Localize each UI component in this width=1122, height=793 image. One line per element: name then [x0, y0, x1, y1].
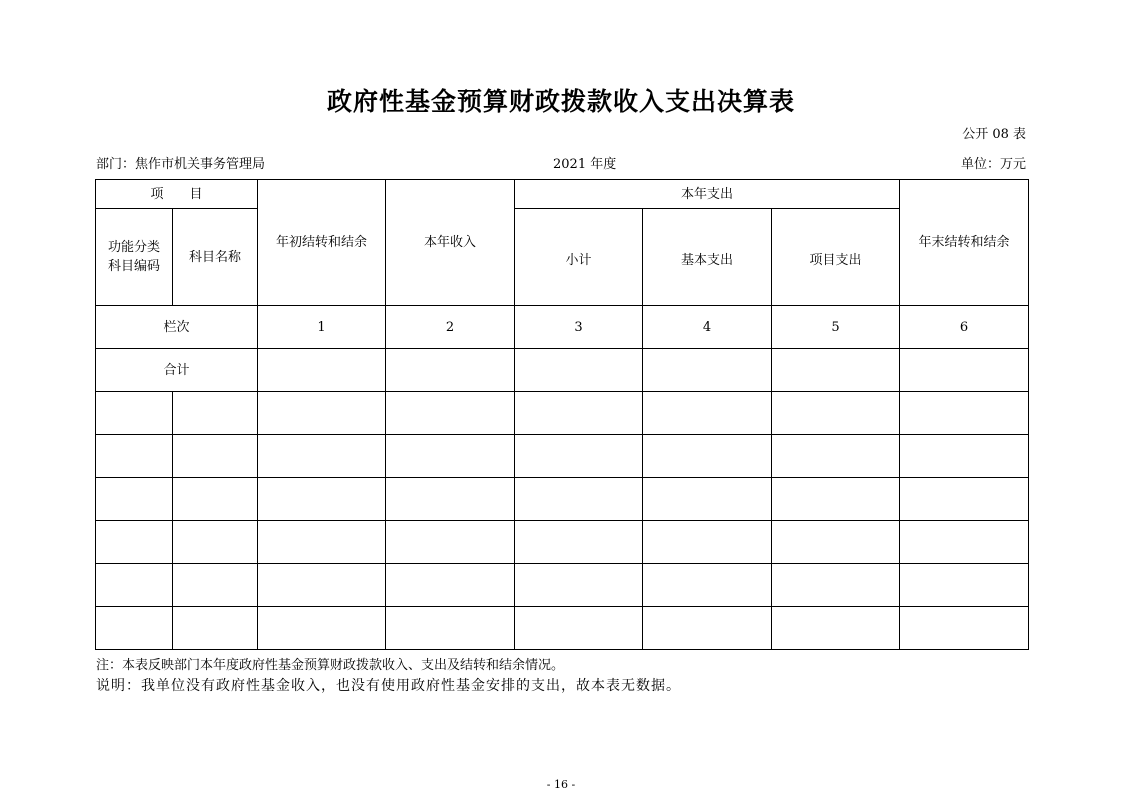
table-cell [900, 607, 1029, 650]
table-cell [900, 564, 1029, 607]
table-cell [258, 478, 386, 521]
table-cell [258, 607, 386, 650]
header-income: 本年收入 [386, 180, 515, 306]
table-cell [173, 392, 258, 435]
table-cell [96, 478, 173, 521]
table-cell [772, 478, 900, 521]
index-row [96, 306, 1029, 349]
table-row [96, 478, 1029, 521]
table-row [96, 607, 1029, 650]
table-cell [96, 521, 173, 564]
header-item: 项 目 [96, 180, 258, 209]
index-col-6: 6 [900, 306, 1029, 349]
total-cell [772, 349, 900, 392]
table-cell [96, 564, 173, 607]
table-cell [772, 435, 900, 478]
header-func-code [96, 209, 173, 306]
header-subtotal: 小计 [515, 209, 643, 306]
header-row-1 [96, 180, 1029, 209]
header-begin-balance: 年初结转和结余 [258, 180, 386, 306]
total-cell [643, 349, 772, 392]
table-cell [900, 392, 1029, 435]
table-cell [173, 564, 258, 607]
index-col-4: 4 [643, 306, 772, 349]
header-basic-expense: 基本支出 [643, 209, 772, 306]
table-row [96, 564, 1029, 607]
table-cell [772, 564, 900, 607]
table-cell [258, 435, 386, 478]
table-row [96, 435, 1029, 478]
table-cell [643, 392, 772, 435]
table-cell [515, 564, 643, 607]
table-cell [386, 392, 515, 435]
table-cell [900, 521, 1029, 564]
total-cell [386, 349, 515, 392]
index-col-5: 5 [772, 306, 900, 349]
table-cell [258, 564, 386, 607]
table-cell [515, 521, 643, 564]
table-cell [643, 435, 772, 478]
page-title: 政府性基金预算财政拨款收入支出决算表 [326, 87, 795, 116]
table-cell [772, 607, 900, 650]
table-cell [386, 607, 515, 650]
table-cell [900, 435, 1029, 478]
table-cell [386, 435, 515, 478]
table-cell [96, 392, 173, 435]
header-func-code-line1: 功能分类 [107, 240, 160, 255]
table-cell [386, 564, 515, 607]
header-subject-name: 科目名称 [173, 209, 258, 306]
total-row-label: 合计 [96, 349, 258, 392]
table-row [96, 392, 1029, 435]
header-row-2 [96, 209, 1029, 306]
total-cell [515, 349, 643, 392]
table-cell [772, 392, 900, 435]
table-cell [258, 521, 386, 564]
unit-label: 单位：万元 [960, 157, 1026, 172]
header-end-balance: 年末结转和结余 [900, 180, 1029, 306]
table-cell [258, 392, 386, 435]
table-cell [173, 478, 258, 521]
index-col-2: 2 [386, 306, 515, 349]
table-cell [515, 435, 643, 478]
header-project-expense: 项目支出 [772, 209, 900, 306]
budget-table [95, 179, 1029, 650]
table-cell [96, 607, 173, 650]
header-expense-group: 本年支出 [515, 180, 900, 209]
table-cell [173, 521, 258, 564]
table-cell [173, 607, 258, 650]
table-cell [515, 392, 643, 435]
index-row-label: 栏次 [96, 306, 258, 349]
table-cell [515, 478, 643, 521]
table-cell [386, 521, 515, 564]
header-func-code-line2: 科目编码 [107, 259, 160, 274]
table-note: 注：本表反映部门本年度政府性基金预算财政拨款收入、支出及结转和结余情况。 [96, 658, 565, 673]
table-cell [96, 435, 173, 478]
fiscal-year: 2021 年度 [553, 157, 617, 172]
department-label: 部门：焦作市机关事务管理局 [96, 157, 266, 172]
table-cell [643, 521, 772, 564]
index-col-1: 1 [258, 306, 386, 349]
table-cell [772, 521, 900, 564]
table-cell [386, 478, 515, 521]
table-cell [643, 478, 772, 521]
explanation-text: 说明：我单位没有政府性基金收入，也没有使用政府性基金安排的支出，故本表无数据。 [96, 678, 681, 694]
index-col-3: 3 [515, 306, 643, 349]
table-cell [515, 607, 643, 650]
table-cell [900, 478, 1029, 521]
page-number: - 16 - [546, 778, 576, 791]
table-cell [173, 435, 258, 478]
form-number: 公开 08 表 [962, 127, 1026, 142]
total-row [96, 349, 1029, 392]
total-cell [900, 349, 1029, 392]
table-row [96, 521, 1029, 564]
table-cell [643, 607, 772, 650]
total-cell [258, 349, 386, 392]
table-cell [643, 564, 772, 607]
